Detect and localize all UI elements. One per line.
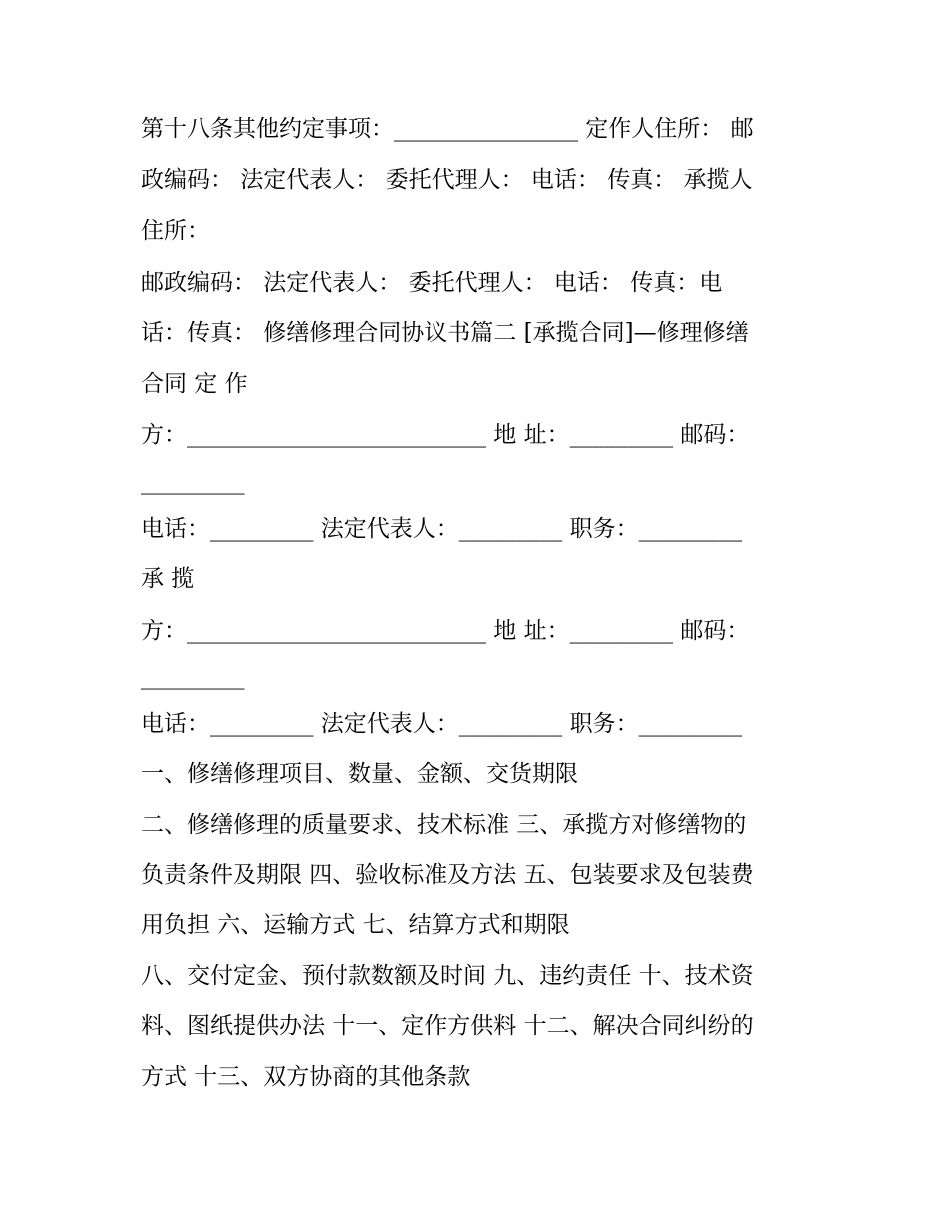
text-line: _________ — [141, 664, 245, 690]
text-line: 方：__________________________ 地 址：_________ 邮码： — [141, 618, 750, 644]
text-line: 邮政编码： 法定代表人： 委托代理人： 电话： 传真：电 — [141, 270, 723, 296]
text-line: 料、图纸提供办法 十一、定作方供料 十二、解决合同纠纷的 — [141, 1013, 754, 1039]
text-line: 一、修缮修理项目、数量、金额、交货期限 — [141, 761, 578, 787]
text-line: 用负担 六、运输方式 七、结算方式和期限 — [141, 912, 570, 938]
text-line: 第十八条其他约定事项：________________ 定作人住所： 邮 — [141, 116, 754, 142]
text-line: 合同 定 作 — [141, 371, 248, 397]
text-line: 八、交付定金、预付款数额及时间 九、违约责任 十、技术资 — [141, 963, 754, 989]
text-line: 负责条件及期限 四、验收标准及方法 五、包装要求及包装费 — [141, 862, 754, 888]
text-line: 方：__________________________ 地 址：_________ 邮码： — [141, 422, 750, 448]
text-line: 方式 十三、双方协商的其他条款 — [141, 1064, 471, 1090]
text-line: 电话：_________ 法定代表人：_________ 职务：_________ — [141, 711, 743, 737]
text-line: _________ — [141, 469, 245, 495]
text-line: 承 揽 — [141, 566, 195, 592]
text-line: 话：传真： 修缮修理合同协议书篇二 [承揽合同]—修理修缮 — [141, 320, 749, 346]
text-line: 二、修缮修理的质量要求、技术标准 三、承揽方对修缮物的 — [141, 812, 747, 838]
text-line: 电话：_________ 法定代表人：_________ 职务：_________ — [141, 516, 743, 542]
text-line: 住所： — [141, 218, 210, 244]
text-line: 政编码： 法定代表人： 委托代理人： 电话： 传真： 承揽人 — [141, 167, 753, 193]
